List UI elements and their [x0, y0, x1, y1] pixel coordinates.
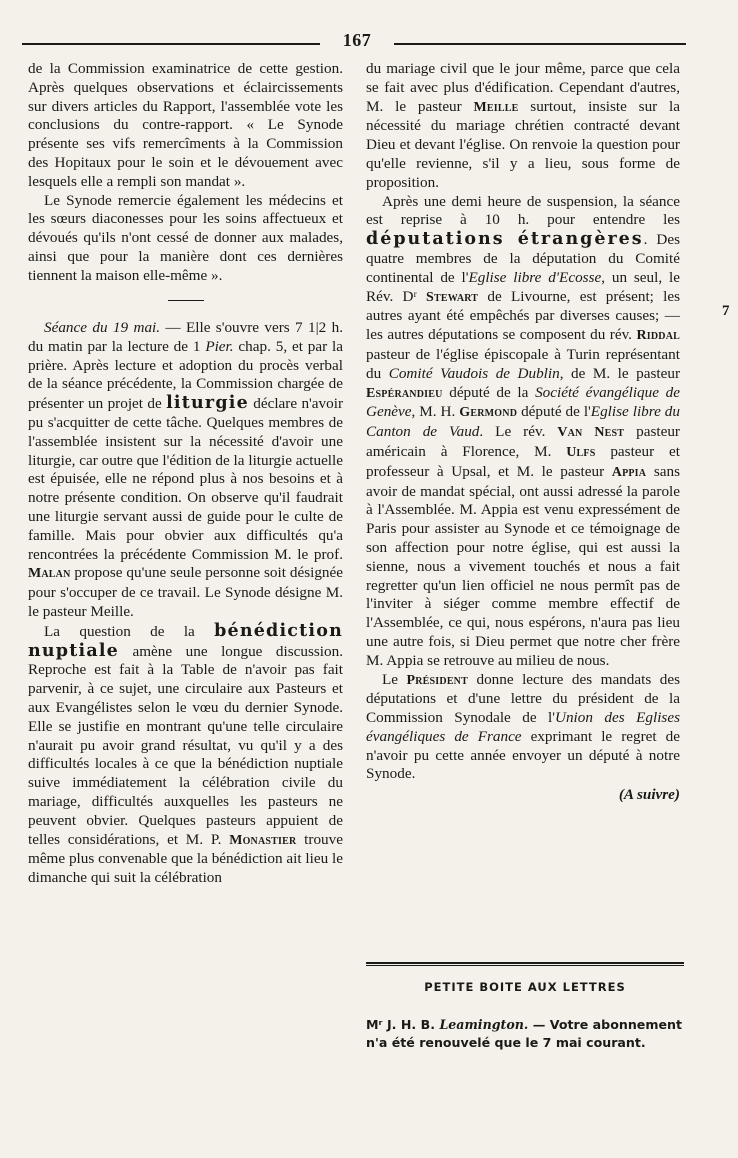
name-malan: Malan — [28, 566, 71, 582]
boite-rule-thick — [366, 962, 684, 964]
margin-mark: 7 — [722, 303, 730, 319]
page-number: 167 — [342, 30, 372, 50]
name-germond: Germond — [459, 405, 518, 421]
name-ulfs: Ulfs — [566, 444, 596, 460]
boite-recipient: Leamington. — [439, 1017, 529, 1032]
page-header — [22, 30, 686, 54]
header-rule-left — [22, 43, 320, 45]
paragraph-president: Le Président donne lecture des mandats des députations et d'une lettre du président de la Commission Synodale de l'Union des Eglises évangéliques de France exprimant le regret de n'avoir pu cette année envoyer un député à notre Synode. — [366, 670, 680, 783]
paragraph-remerciements: Le Synode remercie également les médecins et les sœurs diaconesses pour les soins affectueux et dévoués qu'ils n'ont cessé de donner aux malades, ainsi que pour la manière dont ces dernières tiennent la maison elle-même ». — [28, 191, 343, 284]
boite-aux-lettres-text: Mʳ J. H. B. Leamington. — Votre abonnement n'a été renouvelé que le 7 mai courant. — [366, 1017, 682, 1050]
header-rule-right — [394, 43, 686, 45]
name-meille: Meille — [473, 99, 519, 115]
paragraph-seance-19-mai: Séance du 19 mai. — Elle s'ouvre vers 7 1|2 h. du matin par la lecture de 1 Pier. chap. 5, et par la prière. Après lecture et adoption du procès verbal de la séance précédente, la Commission chargée de présenter un projet de liturgie déclare n'avoir pu s'acquitter de cette tâche. Quelques membres de l'assemblée insistent sur la nécessité d'avoir une liturgie, car outre que l'édition de la liturgie actuelle est épuisée, elle ne répond plus à nos besoins et à notre présente condition. On observe qu'il faudrait une liturgie servant aussi de guide pour le culte de famille. Mais pour obvier aux difficultés qu'a rencontrées la précédente Commission M. le prof. Malan propose qu'une seule personne soit désignée pour s'occuper de ce travail. Le Synode désigne M. le pasteur Meille. — [28, 319, 343, 621]
name-riddal: Riddal — [636, 328, 680, 344]
keyword-liturgie: liturgie — [166, 393, 249, 414]
name-van-nest: Van Nest — [557, 425, 625, 441]
name-president: Président — [406, 672, 468, 688]
keyword-benediction-nuptiale: bénédiction nuptiale — [28, 620, 343, 661]
paragraph-mariage-civil: du mariage civil que le jour même, parce que cela se fait avec plus d'édification. Cependant d'autres, M. le pasteur Meille surtout, insiste sur la nécessité du mariage chrétien contracté devant Dieu et devant l'église. On renvoie la question pour qu'elle revienne, s'il y a lieu, sous forme de proposition. — [366, 60, 680, 191]
paragraph-benediction: La question de la bénédiction nuptiale amène une longue discussion. Reproche est fait à la Table de n'avoir pas fait parvenir, à ce sujet, une circulaire aux Pasteurs et aux Evangélistes selon le vœu du dernier Synode. Elle se justifie en montrant qu'une telle circulaire n'aurait pu avoir grand résultat, vu qu'il y a des difficultés locales à ce que la bénédiction nuptiale suive immédiatement la célébration civile du mariage, difficultés auxquelles les pasteurs ne peuvent obvier. Quelques pasteurs appuient de telles considérations, et M. P. Monastier trouve même plus convenable que la bénédiction ait lieu le dimanche qui suit la célébration — [28, 620, 343, 887]
paragraph-commission: de la Commission examinatrice de cette gestion. Après quelques observations et éclaircissements sur divers articles du Rapport, l'assemblée vote les conclusions du contre-rapport. « Le Synode présente ses vifs remercîments à la Commission des Hopitaux pour le soin et le dévouement avec lesquels elle a rempli son mandat ». — [28, 60, 343, 190]
name-stewart: Stewart — [426, 289, 479, 305]
keyword-deputations-etrangeres: députations étrangères — [366, 229, 644, 250]
seance-heading: Séance du 19 mai. — [44, 319, 161, 337]
paragraph-deputations: Après une demi heure de suspension, la séance est reprise à 10 h. pour entendre les députations étrangères. Des quatre membres de la députation du Comité continental de l'Eglise libre d'Ecosse, un seul, le Rév. Dʳ Stewart de Livourne, est présent; les autres ayant été empêchés par diverses causes; — les autres députations se composent du rév. Riddal pasteur de l'église épiscopale à Turin représentant du Comité Vaudois de Dublin, de M. le pasteur Espérandieu député de la Société évangélique de Genève, M. H. Germond député de l'Eglise libre du Canton de Vaud. Le rév. Van Nest pasteur américain à Florence, M. Ulfs pasteur et professeur à Upsal, et M. le pasteur Appia sans avoir de mandat spécial, ont aussi adressé la parole à l'Assemblée. M. Appia est venu expressément de Paris pour assister au Synode et ce témoignage de son affection pour notre église, qui est aussi la sienne, nous a vivement touchés et nous a fait regretter qu'un lien officiel ne nous permît pas de l'inviter à siéger comme membre effectif de l'Assemblée, ce qui, nous espérons, n'aura pas lieu une autre fois, si Dieu permet que notre cher frère M. Appia se retrouve au milieu de nous. — [366, 192, 680, 669]
name-esperandieu: Espérandieu — [366, 385, 443, 401]
left-column — [28, 60, 343, 888]
a-suivre: (A suivre) — [618, 786, 680, 804]
name-monastier: Monastier — [229, 832, 297, 848]
boite-rule-thin — [366, 965, 684, 966]
section-separator — [168, 300, 204, 302]
right-column — [366, 60, 680, 805]
name-appia: Appia — [611, 464, 647, 480]
boite-aux-lettres-title: PETITE BOITE AUX LETTRES — [424, 980, 626, 994]
